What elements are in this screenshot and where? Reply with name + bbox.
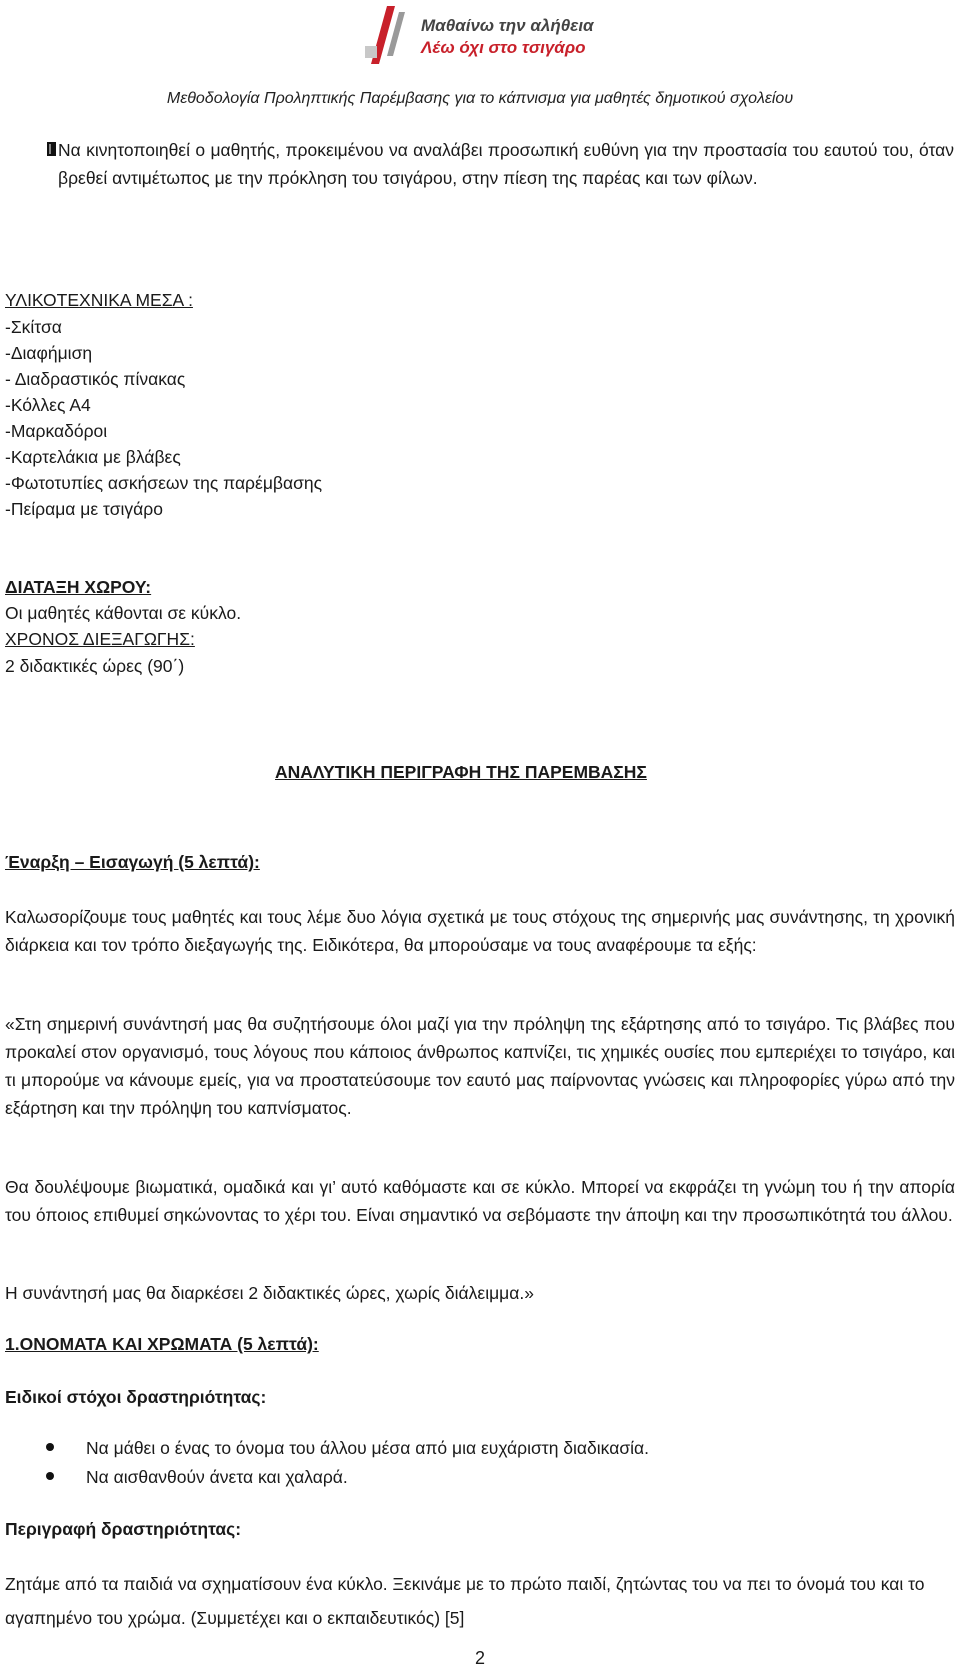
activity-heading: 1.ΟΝΟΜΑΤΑ ΚΑΙ ΧΡΩΜΑΤΑ (5 λεπτά): xyxy=(5,1334,319,1354)
materials-item: -Φωτοτυπίες ασκήσεων της παρέμβασης xyxy=(5,473,323,493)
square-bullet-icon xyxy=(46,140,58,160)
bullet-dot-icon xyxy=(46,1443,54,1451)
description-text: Ζητάμε από τα παιδιά να σχηματίσουν ένα κύκλο. Ξεκινάμε με το πρώτο παιδί, ζητώντας του να πει το όνομά του και το αγαπημένο του χρώμα. (Συμμετέχει και ο εκπαιδευτικός) [5] xyxy=(5,1574,925,1628)
goal-item: Να μάθει ο ένας το όνομα του άλλου μέσα από μια ευχάριστη διαδικασία. xyxy=(86,1438,649,1458)
logo-text-line1: Μαθαίνω την αλήθεια xyxy=(421,16,594,35)
description-heading: Περιγραφή δραστηριότητας: xyxy=(5,1519,242,1539)
logo-mark-icon xyxy=(365,6,415,64)
paragraph-method: Θα δουλέψουμε βιωματικά, ομαδικά και γι’ αυτό καθόμαστε και σε κύκλο. Μπορεί να εκφράζει τη γνώμη του ή την απορία του όποιος επιθυμεί σηκώνοντας το χέρι του. Είναι σημαντικό να σεβόμαστε την άποψη και την προσωπικότητά του άλλου. xyxy=(5,1177,955,1225)
duration-text: 2 διδακτικές ώρες (90΄) xyxy=(5,656,185,676)
page-number: 2 xyxy=(474,1648,485,1668)
bullet-dot-icon xyxy=(46,1472,54,1480)
brand-logo xyxy=(365,6,605,64)
space-text: Οι μαθητές κάθονται σε κύκλο. xyxy=(5,603,242,623)
materials-item: -Διαφήμιση xyxy=(5,343,93,363)
running-header: Μεθοδολογία Προληπτικής Παρέμβασης για το κάπνισμα για μαθητές δημοτικού σχολείου xyxy=(166,90,794,107)
duration-heading: ΧΡΟΝΟΣ ΔΙΕΞΑΓΩΓΗΣ: xyxy=(5,629,195,649)
space-heading: ΔΙΑΤΑΞΗ ΧΩΡΟΥ: xyxy=(5,577,152,597)
materials-item: -Μαρκαδόροι xyxy=(5,421,108,441)
analysis-title: ΑΝΑΛΥΤΙΚΗ ΠΕΡΙΓΡΑΦΗ ΤΗΣ ΠΑΡΕΜΒΑΣΗΣ xyxy=(275,762,647,782)
materials-item: -Πείραμα με τσιγάρο xyxy=(5,499,163,519)
goals-heading: Ειδικοί στόχοι δραστηριότητας: xyxy=(5,1387,267,1407)
logo-text-line2: Λέω όχι στο τσιγάρο xyxy=(421,38,586,57)
materials-item: -Κόλλες Α4 xyxy=(5,395,91,415)
start-heading: Έναρξη – Εισαγωγή (5 λεπτά): xyxy=(5,852,260,872)
paragraph-duration: Η συνάντησή μας θα διαρκέσει 2 διδακτικές ώρες, χωρίς διάλειμμα.» xyxy=(5,1283,534,1303)
intro-bullet-text: Να κινητοποιηθεί ο μαθητής, προκειμένου να αναλάβει προσωπική ευθύνη για την προστασία του εαυτού του, όταν βρεθεί αντιμέτωπος με την πρόκληση του τσιγάρου, στην πίεση της παρέας και των φίλων. xyxy=(58,140,954,188)
paragraph-intro: Καλωσορίζουμε τους μαθητές και τους λέμε δυο λόγια σχετικά με τους στόχους της σημερινής μας συνάντησης, τη χρονική διάρκεια και τον τρόπο διεξαγωγής της. Ειδικότερα, θα μπορούσαμε να τους αναφέρουμε τα εξής: xyxy=(5,907,955,955)
materials-heading: ΥΛΙΚΟΤΕΧΝΙΚΑ ΜΕΣΑ : xyxy=(5,290,193,310)
materials-item: -Καρτελάκια με βλάβες xyxy=(5,447,181,467)
materials-item: - Διαδραστικός πίνακας xyxy=(5,369,186,389)
materials-item: -Σκίτσα xyxy=(5,317,62,337)
goal-item: Να αισθανθούν άνετα και χαλαρά. xyxy=(86,1467,348,1487)
paragraph-quote: «Στη σημερινή συνάντησή μας θα συζητήσουμε όλοι μαζί για την πρόληψη της εξάρτησης από το τσιγάρο. Τις βλάβες που προκαλεί στον οργανισμό, τους λόγους που κάποιος άνθρωπος καπνίζει, τις χημικές ουσίες που εμπεριέχει το τσιγάρο, και τι μπορούμε να κάνουμε εμείς, για να προστατεύσουμε τον εαυτό μας παίρνοντας γνώσεις και πληροφορίες γύρω από την εξάρτηση και την πρόληψη του καπνίσματος. xyxy=(5,1014,955,1118)
